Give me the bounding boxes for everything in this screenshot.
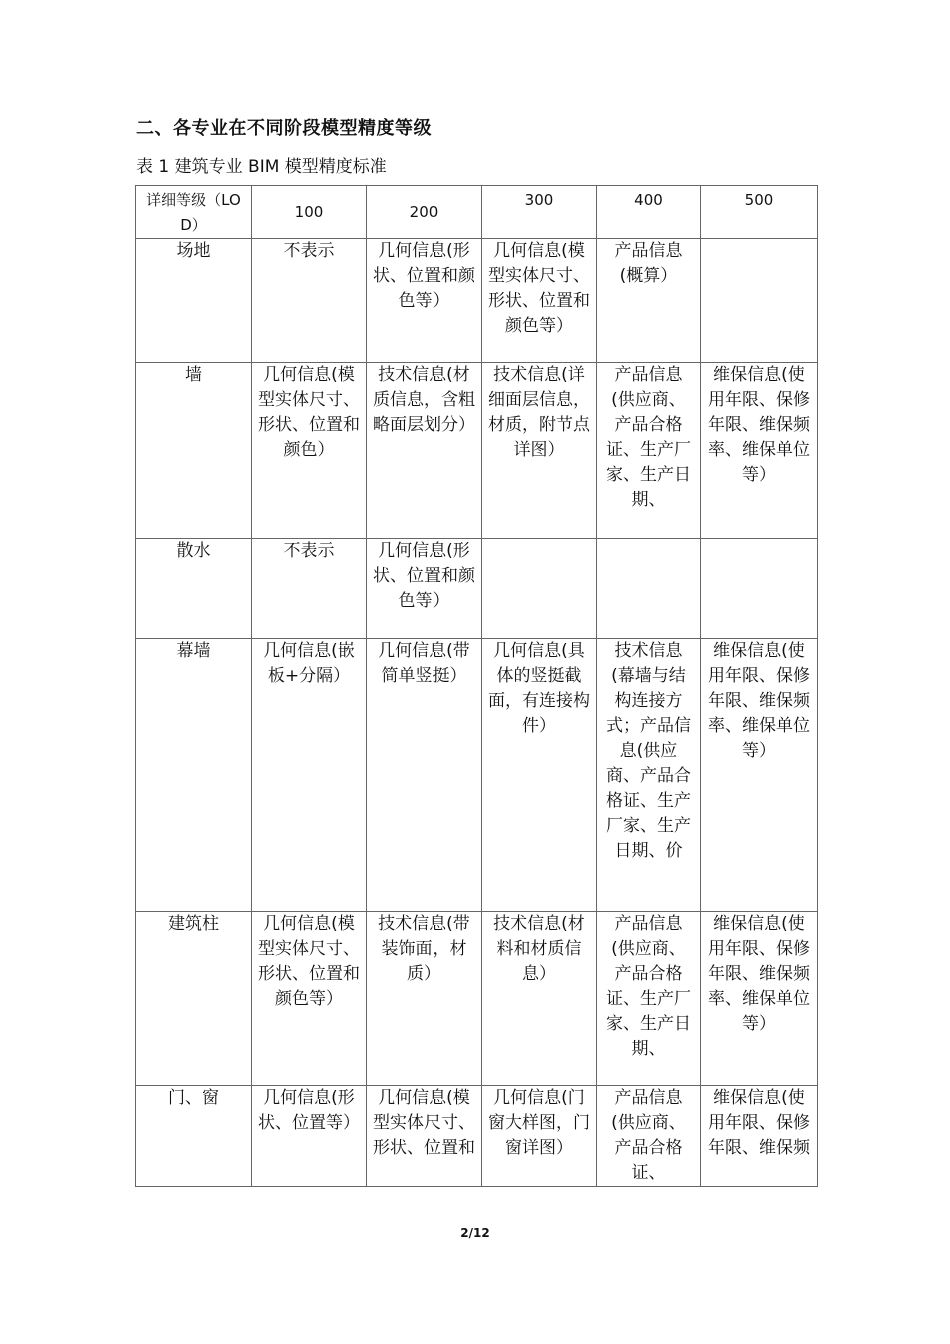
table-cell: 维保信息(使用年限、保修年限、维保频率、维保单位等） [701, 639, 818, 912]
table-cell: 维保信息(使用年限、保修年限、维保频 [701, 1086, 818, 1187]
header-level: 100 [252, 186, 367, 239]
header-level: 200 [367, 186, 482, 239]
table-cell [597, 539, 701, 639]
lod-table [135, 185, 818, 1187]
table-cell: 不表示 [252, 539, 367, 639]
table-cell: 几何信息(嵌板+分隔） [252, 639, 367, 912]
table-cell: 几何信息(具体的竖挺截面，有连接构件） [482, 639, 597, 912]
row-name: 门、窗 [136, 1086, 252, 1187]
table-cell: 不表示 [252, 239, 367, 363]
table-cell: 几何信息(模型实体尺寸、形状、位置和颜色等） [482, 239, 597, 363]
table-cell [482, 539, 597, 639]
table-cell: 技术信息(详细面层信息，材质，附节点详图） [482, 363, 597, 539]
header-level: 500 [701, 186, 818, 239]
table-cell: 几何信息(模型实体尺寸、形状、位置和颜色等） [252, 912, 367, 1086]
table-cell: 产品信息(概算） [597, 239, 701, 363]
table-cell: 技术信息(幕墙与结构连接方式；产品信息(供应商、产品合格证、生产厂家、生产日期、价 [597, 639, 701, 912]
table-row [136, 239, 818, 363]
table-cell: 几何信息(形状、位置和颜色等） [367, 539, 482, 639]
table-cell: 几何信息(形状、位置等） [252, 1086, 367, 1187]
table-row [136, 539, 818, 639]
row-name: 建筑柱 [136, 912, 252, 1086]
table-cell: 技术信息(材质信息，含粗略面层划分） [367, 363, 482, 539]
row-name: 幕墙 [136, 639, 252, 912]
table-cell: 产品信息(供应商、产品合格证、 [597, 1086, 701, 1187]
table-row [136, 912, 818, 1086]
header-level: 400 [597, 186, 701, 239]
table-row [136, 363, 818, 539]
header-level: 300 [482, 186, 597, 239]
header-lod: 详细等级（LOD） [136, 186, 252, 239]
section-heading: 二、各专业在不同阶段模型精度等级 [136, 118, 432, 139]
table-row [136, 1086, 818, 1187]
table-cell: 几何信息(形状、位置和颜色等） [367, 239, 482, 363]
table-cell: 几何信息(模型实体尺寸、形状、位置和颜色） [252, 363, 367, 539]
table-cell [701, 539, 818, 639]
table-cell: 几何信息(带简单竖挺） [367, 639, 482, 912]
table-cell: 技术信息(材料和材质信息） [482, 912, 597, 1086]
table-cell: 几何信息(模型实体尺寸、形状、位置和 [367, 1086, 482, 1187]
table-row [136, 639, 818, 912]
table-caption: 表 1 建筑专业 BIM 模型精度标准 [136, 157, 387, 177]
table-cell: 产品信息(供应商、产品合格证、生产厂家、生产日期、 [597, 912, 701, 1086]
table-cell: 维保信息(使用年限、保修年限、维保频率、维保单位等） [701, 363, 818, 539]
table-cell: 维保信息(使用年限、保修年限、维保频率、维保单位等） [701, 912, 818, 1086]
table-cell: 产品信息(供应商、产品合格证、生产厂家、生产日期、 [597, 363, 701, 539]
row-name: 散水 [136, 539, 252, 639]
page-number: 2/12 [460, 1226, 490, 1240]
table-cell: 技术信息(带装饰面，材质） [367, 912, 482, 1086]
table-header-row [136, 186, 818, 239]
table-cell: 几何信息(门窗大样图，门窗详图） [482, 1086, 597, 1187]
table-cell [701, 239, 818, 363]
row-name: 场地 [136, 239, 252, 363]
row-name: 墙 [136, 363, 252, 539]
